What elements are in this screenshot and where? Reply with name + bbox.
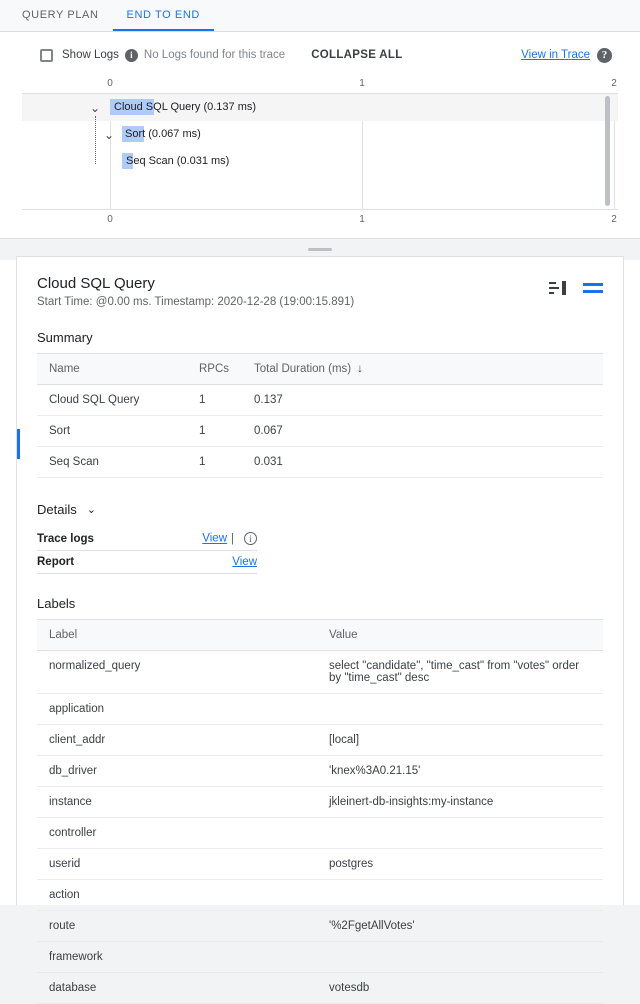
axis-tick-bottom-0: 0	[107, 214, 113, 225]
no-logs-text: No Logs found for this trace	[143, 49, 286, 61]
detail-header	[37, 275, 603, 308]
label-name: database	[37, 973, 317, 1004]
view-in-trace-link[interactable]: View in Trace	[521, 49, 590, 61]
tab-query-plan-label: QUERY PLAN	[22, 8, 99, 21]
timeline-row-label: Sort (0.067 ms)	[125, 128, 201, 140]
collapse-all-button[interactable]: COLLAPSE ALL	[311, 49, 403, 61]
label-name: action	[37, 880, 317, 911]
splitter-grip[interactable]	[308, 248, 332, 251]
table-row[interactable]	[37, 385, 603, 416]
label-value	[317, 694, 603, 725]
label-name: application	[37, 694, 317, 725]
table-row	[37, 651, 603, 694]
table-row	[37, 694, 603, 725]
tab-end-to-end-label: END TO END	[126, 8, 200, 21]
table-row	[37, 942, 603, 973]
trace-logs-view-link[interactable]: View	[202, 532, 227, 545]
summary-table	[37, 353, 603, 478]
chevron-down-icon[interactable]: ⌄	[86, 504, 96, 516]
label-name: route	[37, 911, 317, 942]
timeline-scrollbar[interactable]	[605, 96, 610, 206]
details-value-cell	[157, 551, 257, 574]
timeline-chart[interactable]	[22, 93, 618, 210]
split-view-icon[interactable]	[549, 281, 569, 300]
timeline-row[interactable]	[22, 94, 618, 121]
table-row	[37, 973, 603, 1004]
details-value-cell	[157, 527, 257, 551]
label-value: '%2FgetAllVotes'	[317, 911, 603, 942]
detail-view-toggles	[549, 275, 603, 300]
label-value: [local]	[317, 725, 603, 756]
show-logs-label: Show Logs	[62, 49, 119, 61]
label-name: instance	[37, 787, 317, 818]
label-value	[317, 942, 603, 973]
summary-col-duration-label: Total Duration (ms)	[254, 363, 352, 375]
label-name: controller	[37, 818, 317, 849]
detail-content	[17, 257, 623, 1004]
tab-end-to-end[interactable]	[113, 0, 214, 31]
summary-cell-rpcs: 1	[187, 385, 242, 416]
report-view-link[interactable]: View	[232, 556, 257, 568]
summary-col-rpcs[interactable]: RPCs	[187, 354, 242, 385]
summary-cell-name: Cloud SQL Query	[37, 385, 187, 416]
label-name: normalized_query	[37, 651, 317, 694]
axis-tick-bottom-1: 1	[359, 214, 365, 225]
labels-heading: Labels	[37, 596, 76, 611]
summary-cell-rpcs: 1	[187, 416, 242, 447]
details-key: Report	[37, 551, 157, 574]
label-name: userid	[37, 849, 317, 880]
tree-connector	[95, 116, 96, 164]
rows-view-icon[interactable]	[583, 281, 603, 300]
timeline-row-label: Seq Scan (0.031 ms)	[126, 155, 230, 167]
label-name: framework	[37, 942, 317, 973]
chevron-down-icon[interactable]: ⌄	[103, 127, 115, 142]
detail-subtitle: Start Time: @0.00 ms. Timestamp: 2020-12-28 (19:00:15.891)	[37, 296, 355, 308]
summary-cell-name: Seq Scan	[37, 447, 187, 478]
separator: |	[231, 532, 234, 545]
axis-tick-top-1: 1	[359, 78, 365, 89]
timeline-row[interactable]	[22, 121, 618, 148]
summary-cell-duration: 0.137	[242, 385, 603, 416]
summary-cell-name: Sort	[37, 416, 187, 447]
info-icon[interactable]: i	[125, 49, 138, 62]
label-value: select "candidate", "time_cast" from "votes" order by "time_cast" desc	[317, 651, 603, 694]
table-row	[37, 527, 257, 551]
label-value	[317, 880, 603, 911]
table-row	[37, 818, 603, 849]
table-row	[37, 911, 603, 942]
timeline-right-controls	[521, 48, 618, 63]
table-row[interactable]	[37, 416, 603, 447]
info-icon[interactable]: i	[244, 532, 257, 545]
timeline-axis-bottom	[22, 214, 618, 229]
labels-header-row	[37, 620, 603, 651]
label-value: 'knex%3A0.21.15'	[317, 756, 603, 787]
axis-tick-bottom-2: 2	[611, 214, 617, 225]
label-name: client_addr	[37, 725, 317, 756]
summary-cell-duration: 0.031	[242, 447, 603, 478]
labels-table	[37, 619, 603, 1004]
summary-header-row	[37, 354, 603, 385]
axis-tick-top-2: 2	[611, 78, 617, 89]
label-value: postgres	[317, 849, 603, 880]
summary-col-name[interactable]: Name	[37, 354, 187, 385]
timeline-row[interactable]	[22, 148, 618, 175]
summary-col-duration[interactable]	[242, 354, 603, 385]
timeline-panel	[0, 32, 640, 238]
label-name: db_driver	[37, 756, 317, 787]
details-section-toggle[interactable]	[37, 502, 603, 517]
show-logs-checkbox[interactable]	[40, 49, 53, 62]
table-row	[37, 725, 603, 756]
table-row	[37, 849, 603, 880]
details-key: Trace logs	[37, 527, 157, 551]
detail-title: Cloud SQL Query	[37, 275, 155, 292]
label-value: votesdb	[317, 973, 603, 1004]
selection-marker	[17, 429, 20, 459]
details-heading: Details	[37, 502, 77, 517]
summary-heading: Summary	[37, 330, 93, 345]
summary-cell-rpcs: 1	[187, 447, 242, 478]
tabbar	[0, 0, 640, 32]
labels-col-label: Label	[37, 620, 317, 651]
table-row[interactable]	[37, 447, 603, 478]
table-row	[37, 756, 603, 787]
table-row	[37, 551, 257, 574]
help-icon[interactable]: ?	[597, 48, 612, 63]
table-row	[37, 880, 603, 911]
label-value: jkleinert-db-insights:my-instance	[317, 787, 603, 818]
timeline-controls	[14, 32, 626, 78]
timeline-axis-top	[22, 78, 618, 93]
chevron-down-icon[interactable]: ⌄	[89, 100, 101, 115]
timeline-row-label: Cloud SQL Query (0.137 ms)	[114, 101, 257, 113]
axis-tick-top-0: 0	[107, 78, 113, 89]
labels-col-value: Value	[317, 620, 603, 651]
details-table	[37, 527, 257, 574]
label-value	[317, 818, 603, 849]
table-row	[37, 787, 603, 818]
sort-arrow-icon: ↓	[357, 363, 363, 375]
summary-cell-duration: 0.067	[242, 416, 603, 447]
tab-query-plan[interactable]	[8, 0, 113, 31]
detail-panel	[16, 256, 624, 994]
